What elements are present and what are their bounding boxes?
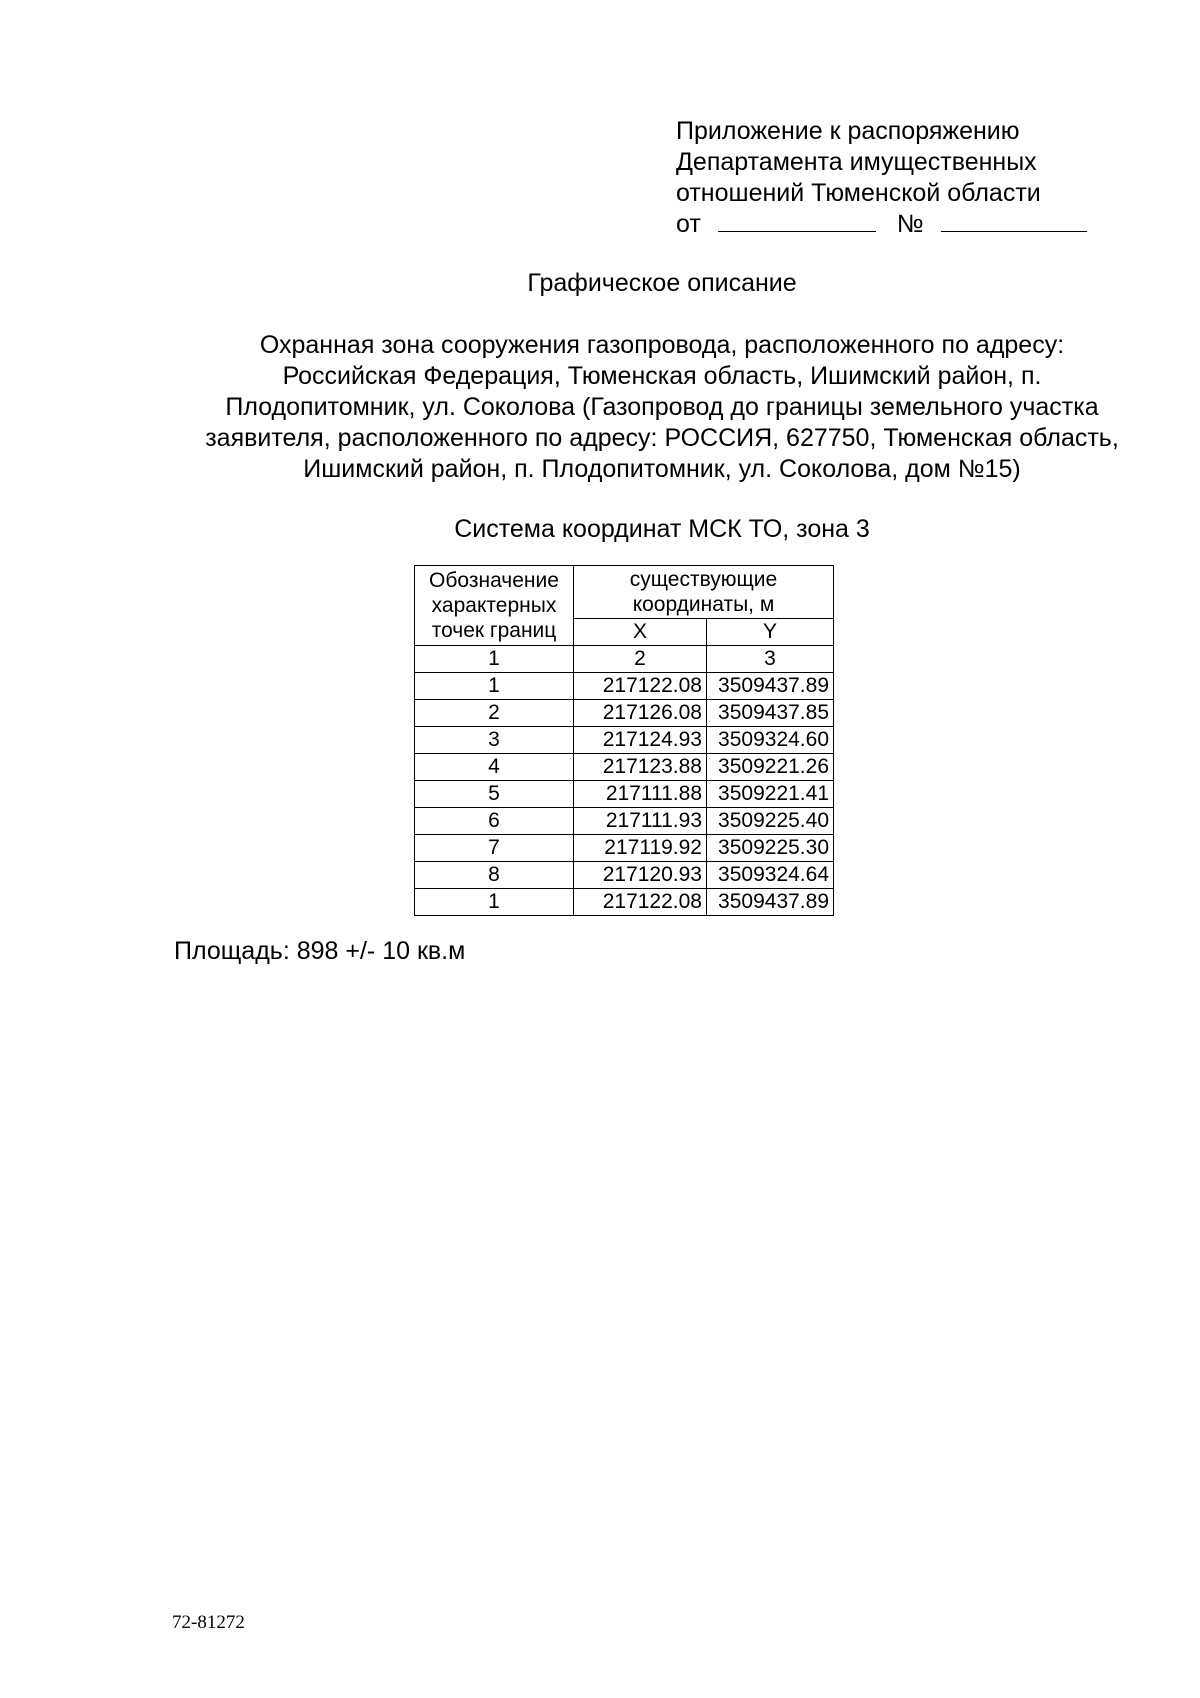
point-cell: 7: [415, 835, 574, 862]
point-cell: 1: [415, 673, 574, 700]
document-title: Графическое описание: [527, 269, 797, 297]
y-cell: 3509437.89: [707, 889, 834, 916]
date-prefix: от: [676, 210, 701, 238]
header-point-line-3: точек границ: [431, 619, 557, 642]
column-number-2: 2: [574, 646, 707, 673]
date-blank: [718, 209, 876, 232]
header-x: X: [574, 619, 707, 646]
y-cell: 3509221.26: [707, 754, 834, 781]
coordinates-table: [414, 565, 834, 916]
appendix-line-3: отношений Тюменской области: [676, 179, 1041, 207]
y-cell: 3509221.41: [707, 781, 834, 808]
column-number-3: 3: [707, 646, 834, 673]
y-cell: 3509324.60: [707, 727, 834, 754]
point-cell: 2: [415, 700, 574, 727]
table-row: [415, 700, 834, 727]
description-line-5: Ишимский район, п. Плодопитомник, ул. Соколова, дом №15): [303, 455, 1021, 483]
description-line-3: Плодопитомник, ул. Соколова (Газопровод до границы земельного участка: [225, 393, 1099, 421]
point-cell: 1: [415, 889, 574, 916]
table-row: [415, 889, 834, 916]
coordinate-system-label: Система координат МСК ТО, зона 3: [454, 515, 870, 543]
number-prefix: №: [896, 210, 924, 238]
appendix-line-2: Департамента имущественных: [676, 148, 1037, 176]
point-cell: 4: [415, 754, 574, 781]
appendix-line-1: Приложение к распоряжению: [676, 117, 1020, 145]
zone-description: [160, 330, 1164, 485]
table-row: [415, 862, 834, 889]
x-cell: 217119.92: [574, 835, 707, 862]
point-cell: 3: [415, 727, 574, 754]
y-cell: 3509437.85: [707, 700, 834, 727]
y-cell: 3509324.64: [707, 862, 834, 889]
header-point-designation: [415, 566, 574, 646]
table-row: [415, 673, 834, 700]
table-row: [415, 808, 834, 835]
table-header-row: [415, 566, 834, 619]
table-row: [415, 754, 834, 781]
header-y: Y: [707, 619, 834, 646]
point-cell: 6: [415, 808, 574, 835]
table-row: [415, 835, 834, 862]
y-cell: 3509225.30: [707, 835, 834, 862]
description-line-1: Охранная зона сооружения газопровода, расположенного по адресу:: [259, 331, 1065, 359]
point-cell: 8: [415, 862, 574, 889]
x-cell: 217122.08: [574, 673, 707, 700]
y-cell: 3509225.40: [707, 808, 834, 835]
order-date-number-line: [676, 209, 1087, 240]
x-cell: 217111.88: [574, 781, 707, 808]
x-cell: 217111.93: [574, 808, 707, 835]
x-cell: 217124.93: [574, 727, 707, 754]
column-number-1: 1: [415, 646, 574, 673]
description-line-4: заявителя, расположенного по адресу: РОССИЯ, 627750, Тюменская область,: [205, 424, 1119, 452]
header-point-line-1: Обозначение: [429, 569, 559, 592]
x-cell: 217122.08: [574, 889, 707, 916]
table-row: [415, 781, 834, 808]
x-cell: 217126.08: [574, 700, 707, 727]
x-cell: 217120.93: [574, 862, 707, 889]
y-cell: 3509437.89: [707, 673, 834, 700]
description-line-2: Российская Федерация, Тюменская область, Ишимский район, п.: [282, 362, 1042, 390]
area-value: Площадь: 898 +/- 10 кв.м: [174, 937, 466, 965]
table-column-numbers-row: [415, 646, 834, 673]
x-cell: 217123.88: [574, 754, 707, 781]
point-cell: 5: [415, 781, 574, 808]
appendix-header: [676, 116, 1087, 240]
header-point-line-2: характерных: [431, 594, 557, 617]
document-code: 72-81272: [172, 1612, 245, 1633]
header-existing-coordinates: [574, 566, 834, 619]
table-row: [415, 727, 834, 754]
header-coords-line-2: координаты, м: [632, 593, 775, 616]
number-blank: [941, 209, 1087, 232]
header-coords-line-1: существующие: [629, 568, 778, 591]
